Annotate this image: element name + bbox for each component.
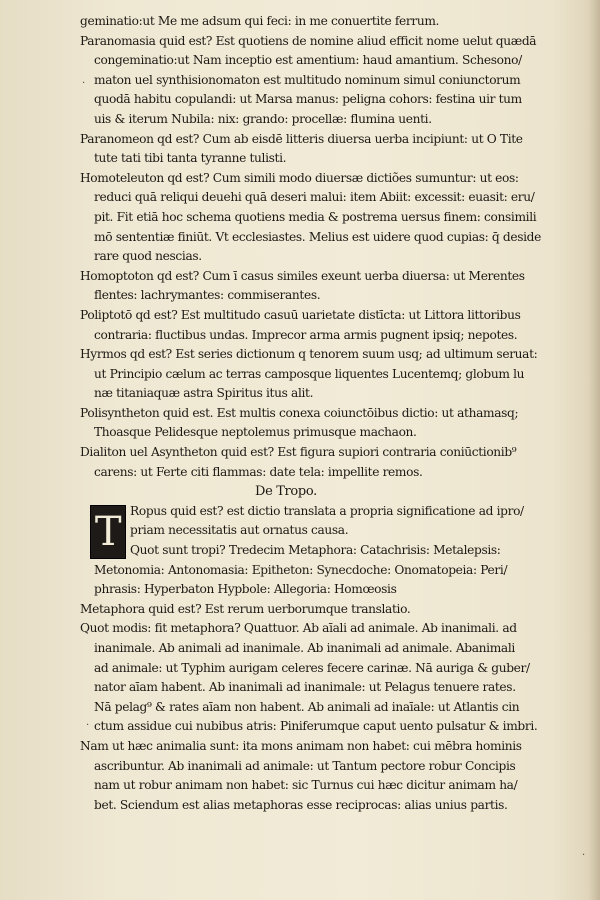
text-line: nam ut robur animam non habet: sic Turnus cui hæc dicitur animam ha/: [94, 778, 518, 793]
margin-mark: ·: [86, 720, 90, 731]
text-line: carens: ut Ferte citi flammas: date tela: impellite remos.: [94, 464, 423, 479]
text-line: ut Principio cælum ac terras camposque liquentes Lucentemq; globum lu: [94, 366, 525, 381]
text-line: Nam ut hæc animalia sunt: ita mons animam non habet: cui mēbra hominis: [80, 738, 522, 753]
text-line: ctum assidue cui nubibus atris: Piniferumque caput uento pulsatur & imbri.: [94, 719, 538, 734]
text-line: Polisyntheton quid est. Est multis conexa coiunctōibus dictio: ut athamasq;: [80, 405, 519, 420]
text-line: congeminatio:ut Nam inceptio est amentium: haud amantium. Schesono/: [94, 53, 522, 68]
section-metaphora: [80, 561, 580, 816]
text-line: pit. Fit etiā hoc schema quotiens media & postrema uersus finem: consimili: [94, 209, 537, 224]
text-line: flentes: lachrymantes: commiserantes.: [94, 288, 321, 303]
text-line: Dialiton uel Asyntheton quid est? Est figura supiori contraria coniūctionib⁹: [80, 445, 517, 460]
margin-mark: ·: [82, 78, 86, 89]
text-line: quodā habitu copulandi: ut Marsa manus: peligna cohors: festina uir tum: [94, 92, 522, 107]
text-line: bet. Sciendum est alias metaphoras esse reciprocas: alias unius partis.: [94, 797, 508, 812]
text-line: Hyrmos qd est? Est series dictionum q tenorem suum usq; ad ultimum seruat:: [80, 347, 538, 362]
text-line: Paranomeon qd est? Cum ab eisdē litteris diuersa uerba incipiunt: ut O Tite: [80, 131, 523, 146]
text-line: geminatio:ut Me me adsum qui feci: in me conuertite ferrum.: [80, 14, 440, 28]
margin-mark: ·: [582, 850, 586, 861]
text-line: Ropus quid est? est dictio translata a propria significatione ad ipro/: [130, 503, 524, 518]
text-line: contraria: fluctibus undas. Imprecor arma armis pugnent ipsiq; nepotes.: [94, 327, 518, 342]
text-line: Homoteleuton qd est? Cum simili modo diuersæ dictiões sumuntur: ut eos:: [80, 170, 519, 185]
text-line: næ titaniaquæ astra Spiritus itus alit.: [94, 386, 314, 401]
tropus-paragraph: [80, 502, 580, 561]
text-line: Metonomia: Antonomasia: Epitheton: Synecdoche: Onomatopeia: Peri/: [94, 562, 508, 577]
text-line: nator aīam habent. Ab inanimali ad inanimale: ut Pelagus tenuere rates.: [94, 680, 516, 695]
text-line: Thoasque Pelidesque neptolemus primusque machaon.: [94, 425, 417, 440]
text-line: uis & iterum Nubila: nix: grando: procellæ: flumina uenti.: [94, 111, 432, 126]
text-line: Metaphora quid est? Est rerum uerborumque translatio.: [80, 601, 411, 616]
text-line: reduci quā reliqui deuehi quā deseri malui: item Abiit: excessit: euasit: eru/: [94, 190, 535, 205]
text-line: Poliptotō qd est? Est multitudo casuū uarietate distīcta: ut Littora littoribus: [80, 307, 521, 322]
text-line: Quot sunt tropi? Tredecim Metaphora: Catachrisis: Metalepsis:: [130, 543, 501, 558]
text-line: Nā pelag⁹ & rates aīam non habent. Ab animali ad inaīale: ut Atlantis cin: [94, 699, 520, 714]
page-text: [80, 12, 580, 815]
text-line: Paranomasia quid est? Est quotiens de nomine aliud efficit nome uelut quædā: [80, 33, 537, 48]
drop-cap: T: [90, 505, 126, 559]
text-line: inanimale. Ab animali ad inanimale. Ab inanimali ad animale. Abanimali: [94, 641, 515, 655]
text-line: mō sententiæ finiūt. Vt ecclesiastes. Melius est uidere quod cupias: q̄ deside: [94, 229, 541, 244]
text-line: ascribuntur. Ab inanimali ad animale: ut Tantum pectore robur Concipis: [94, 758, 516, 773]
section-figures: [80, 12, 580, 482]
text-line: tute tati tibi tanta tyranne tulisti.: [94, 151, 287, 166]
text-line: Quot modis: fit metaphora? Quattuor. Ab aīali ad animale. Ab inanimali. ad: [80, 621, 517, 636]
section-heading: De Tropo.: [255, 484, 317, 500]
text-line: rare quod nescias.: [94, 249, 202, 264]
text-line: ad animale: ut Typhim aurigam celeres fecere carinæ. Nā auriga & guber/: [94, 660, 530, 675]
text-line: priam necessitatis aut ornatus causa.: [130, 523, 349, 538]
text-line: phrasis: Hyperbaton Hypbole: Allegoria: Homœosis: [94, 582, 397, 597]
text-line: Homoptoton qd est? Cum ī casus similes exeunt uerba diuersa: ut Merentes: [80, 268, 525, 283]
text-line: maton uel synthisionomaton est multitudo nominum simul coniunctorum: [94, 72, 521, 87]
